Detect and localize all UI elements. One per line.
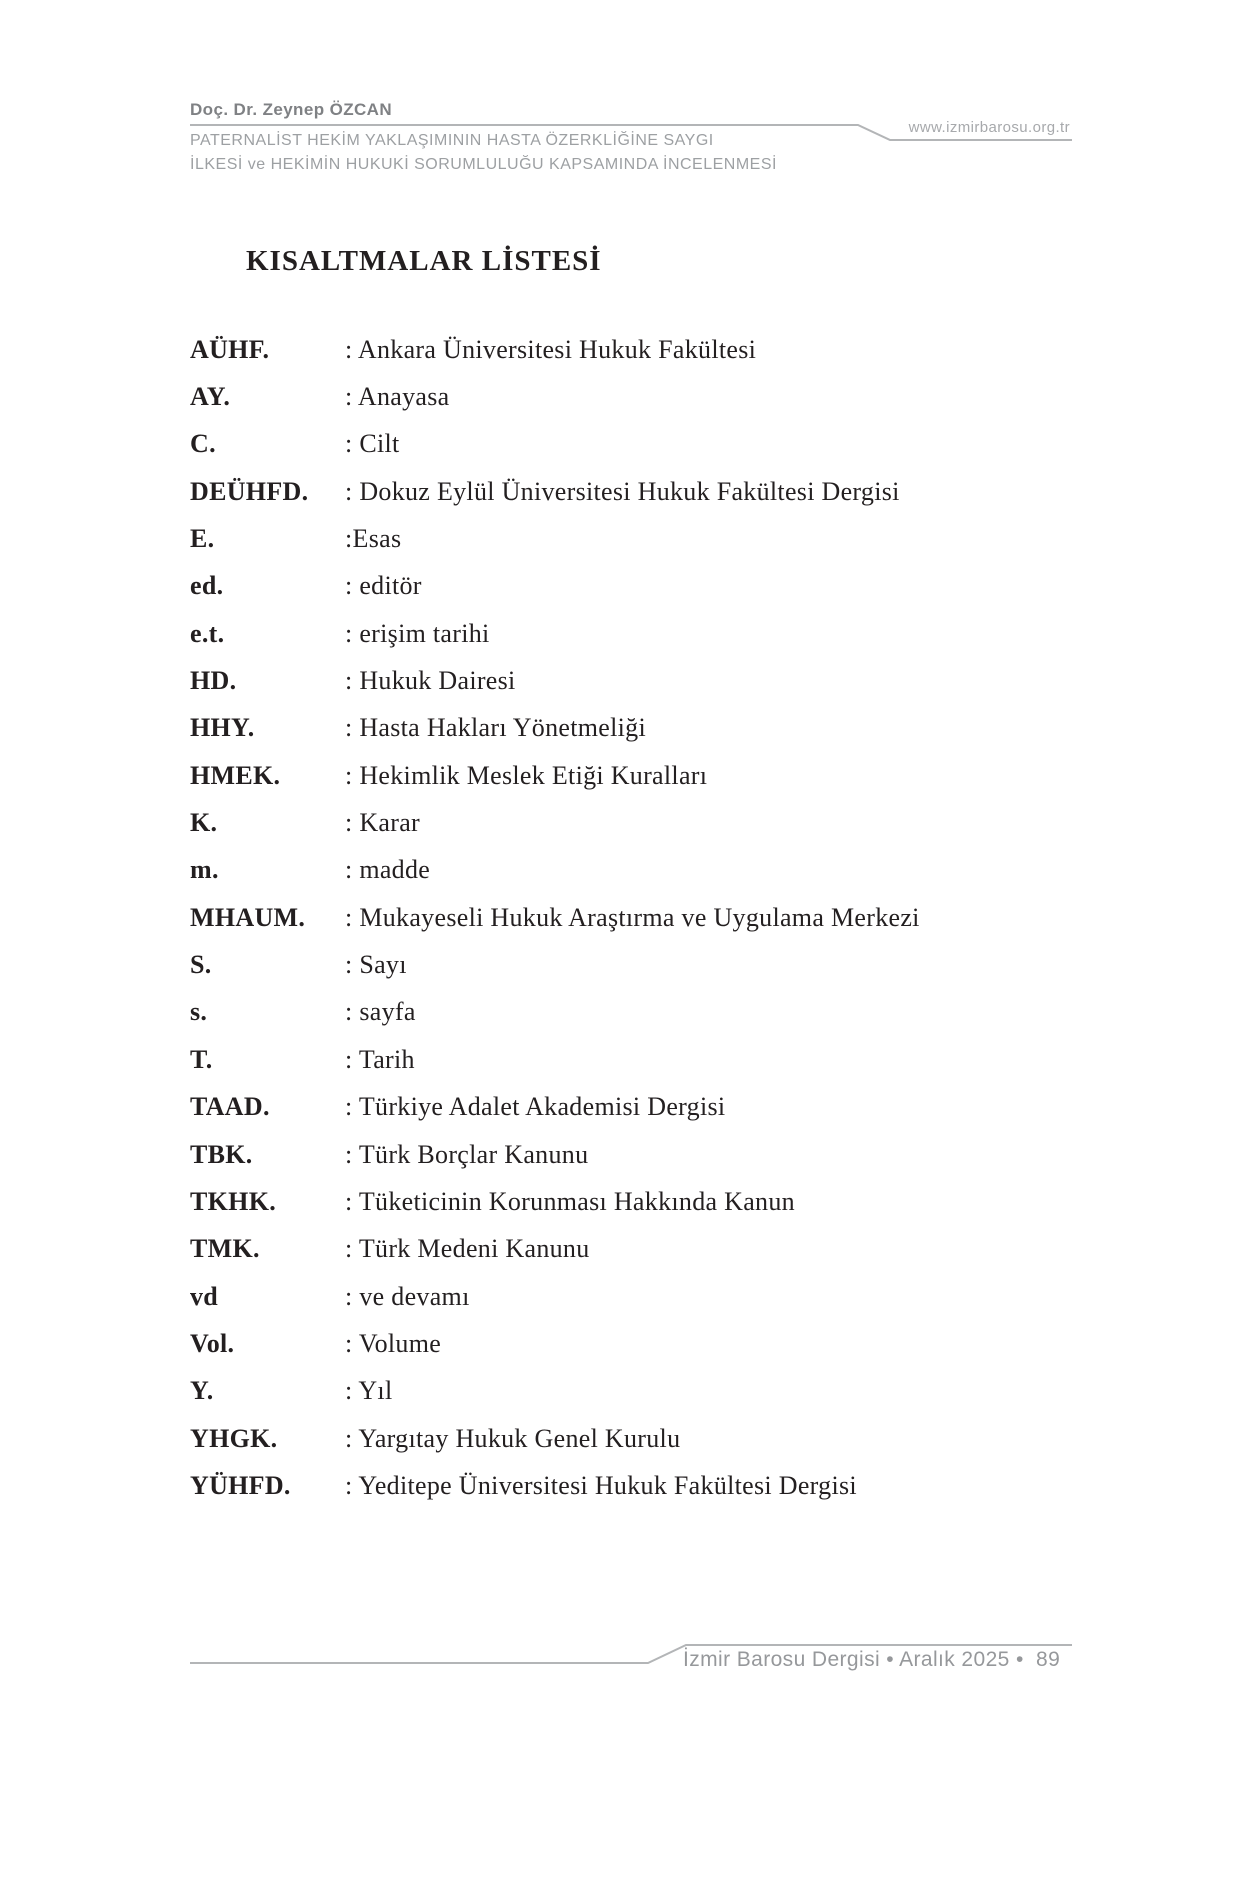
abbreviation-definition: : Karar xyxy=(345,808,420,838)
website-url: www.izmirbarosu.org.tr xyxy=(908,119,1070,136)
abbreviation-definition: : Hekimlik Meslek Etiği Kuralları xyxy=(345,760,708,790)
abbreviations-list xyxy=(190,326,1080,1510)
abbreviation-definition: : Tarih xyxy=(345,1044,415,1074)
abbreviation-term: YHGK. xyxy=(190,1423,278,1453)
abbreviation-definition: : editör xyxy=(345,571,422,601)
abbreviation-term: AY. xyxy=(190,382,231,412)
abbreviation-definition: : Tüketicinin Korunması Hakkında Kanun xyxy=(345,1186,795,1216)
abbreviation-definition: : Ankara Üniversitesi Hukuk Fakültesi xyxy=(345,334,757,364)
abbreviation-row xyxy=(190,1036,1080,1083)
abbreviation-definition: : Hukuk Dairesi xyxy=(345,666,516,696)
abbreviation-term: Vol. xyxy=(190,1328,235,1358)
abbreviation-definition: : Yargıtay Hukuk Genel Kurulu xyxy=(345,1423,681,1453)
abbreviation-term: S. xyxy=(190,950,212,980)
abbreviation-term: Y. xyxy=(190,1376,214,1406)
abbreviation-term: T. xyxy=(190,1044,213,1074)
abbreviation-definition: : Hasta Hakları Yönetmeliği xyxy=(345,713,646,743)
abbreviation-term: AÜHF. xyxy=(190,334,270,364)
abbreviation-row xyxy=(190,326,1080,373)
abbreviation-term: TAAD. xyxy=(190,1092,270,1122)
abbreviation-term: TKHK. xyxy=(190,1186,277,1216)
abbreviation-row xyxy=(190,1226,1080,1273)
abbreviation-term: s. xyxy=(190,997,208,1027)
abbreviation-definition: :Esas xyxy=(345,524,402,554)
abbreviation-definition: : Türk Borçlar Kanunu xyxy=(345,1139,589,1169)
abbreviation-definition: : Mukayeseli Hukuk Araştırma ve Uygulama Merkezi xyxy=(345,902,920,932)
abbreviation-row xyxy=(190,610,1080,657)
abbreviation-term: HD. xyxy=(190,666,237,696)
abbreviation-definition: : erişim tarihi xyxy=(345,618,490,648)
abbreviation-term: TMK. xyxy=(190,1234,260,1264)
abbreviation-row xyxy=(190,1178,1080,1225)
abbreviation-definition: : Türkiye Adalet Akademisi Dergisi xyxy=(345,1092,726,1122)
abbreviation-row xyxy=(190,752,1080,799)
abbreviation-term: MHAUM. xyxy=(190,902,306,932)
footer-journal-info: İzmir Barosu Dergisi • Aralık 2025 • xyxy=(683,1648,1024,1671)
abbreviation-term: E. xyxy=(190,524,215,554)
abbreviation-row xyxy=(190,847,1080,894)
author-name: Doç. Dr. Zeynep ÖZCAN xyxy=(190,100,393,119)
abbreviation-definition: : madde xyxy=(345,855,431,885)
abbreviation-term: C. xyxy=(190,429,216,459)
abbreviation-definition: : Anayasa xyxy=(345,382,450,412)
abbreviation-term: e.t. xyxy=(190,618,225,648)
abbreviation-row xyxy=(190,515,1080,562)
abbreviation-row xyxy=(190,657,1080,704)
abbreviation-term: HMEK. xyxy=(190,760,281,790)
abbreviation-row xyxy=(190,1131,1080,1178)
abbreviation-row xyxy=(190,1368,1080,1415)
abbreviation-row xyxy=(190,1320,1080,1367)
abbreviation-definition: : Sayı xyxy=(345,950,407,980)
abbreviation-row xyxy=(190,468,1080,515)
abbreviation-definition: : Cilt xyxy=(345,429,400,459)
abbreviation-row xyxy=(190,894,1080,941)
abbreviation-term: vd xyxy=(190,1281,219,1311)
abbreviation-term: HHY. xyxy=(190,713,255,743)
abbreviation-definition: : sayfa xyxy=(345,997,416,1027)
abbreviation-row xyxy=(190,1084,1080,1131)
abbreviation-row xyxy=(190,941,1080,988)
abbreviation-definition: : Volume xyxy=(345,1328,442,1358)
abbreviation-row xyxy=(190,1273,1080,1320)
section-title: KISALTMALAR LİSTESİ xyxy=(246,245,602,277)
abbreviation-definition: : ve devamı xyxy=(345,1281,470,1311)
abbreviation-term: DEÜHFD. xyxy=(190,476,309,506)
abbreviation-definition: : Yeditepe Üniversitesi Hukuk Fakültesi Dergisi xyxy=(345,1470,857,1500)
abbreviation-row xyxy=(190,799,1080,846)
abbreviation-row xyxy=(190,989,1080,1036)
abbreviation-term: ed. xyxy=(190,571,224,601)
abbreviation-row xyxy=(190,421,1080,468)
article-title-line1: PATERNALİST HEKİM YAKLAŞIMININ HASTA ÖZERKLİĞİNE SAYGI xyxy=(190,132,714,149)
footer-page-number: 89 xyxy=(1036,1648,1061,1671)
abbreviation-definition: : Yıl xyxy=(345,1376,393,1406)
abbreviation-row xyxy=(190,1415,1080,1462)
abbreviation-term: m. xyxy=(190,855,219,885)
abbreviation-row xyxy=(190,373,1080,420)
abbreviation-definition: : Dokuz Eylül Üniversitesi Hukuk Fakültesi Dergisi xyxy=(345,476,900,506)
article-title-line2: İLKESİ ve HEKİMİN HUKUKİ SORUMLULUĞU KAPSAMINDA İNCELENMESİ xyxy=(190,156,777,173)
abbreviation-row xyxy=(190,1462,1080,1509)
abbreviation-definition: : Türk Medeni Kanunu xyxy=(345,1234,590,1264)
abbreviation-term: YÜHFD. xyxy=(190,1470,291,1500)
abbreviation-term: K. xyxy=(190,808,218,838)
abbreviation-row xyxy=(190,563,1080,610)
abbreviation-term: TBK. xyxy=(190,1139,253,1169)
abbreviation-row xyxy=(190,705,1080,752)
